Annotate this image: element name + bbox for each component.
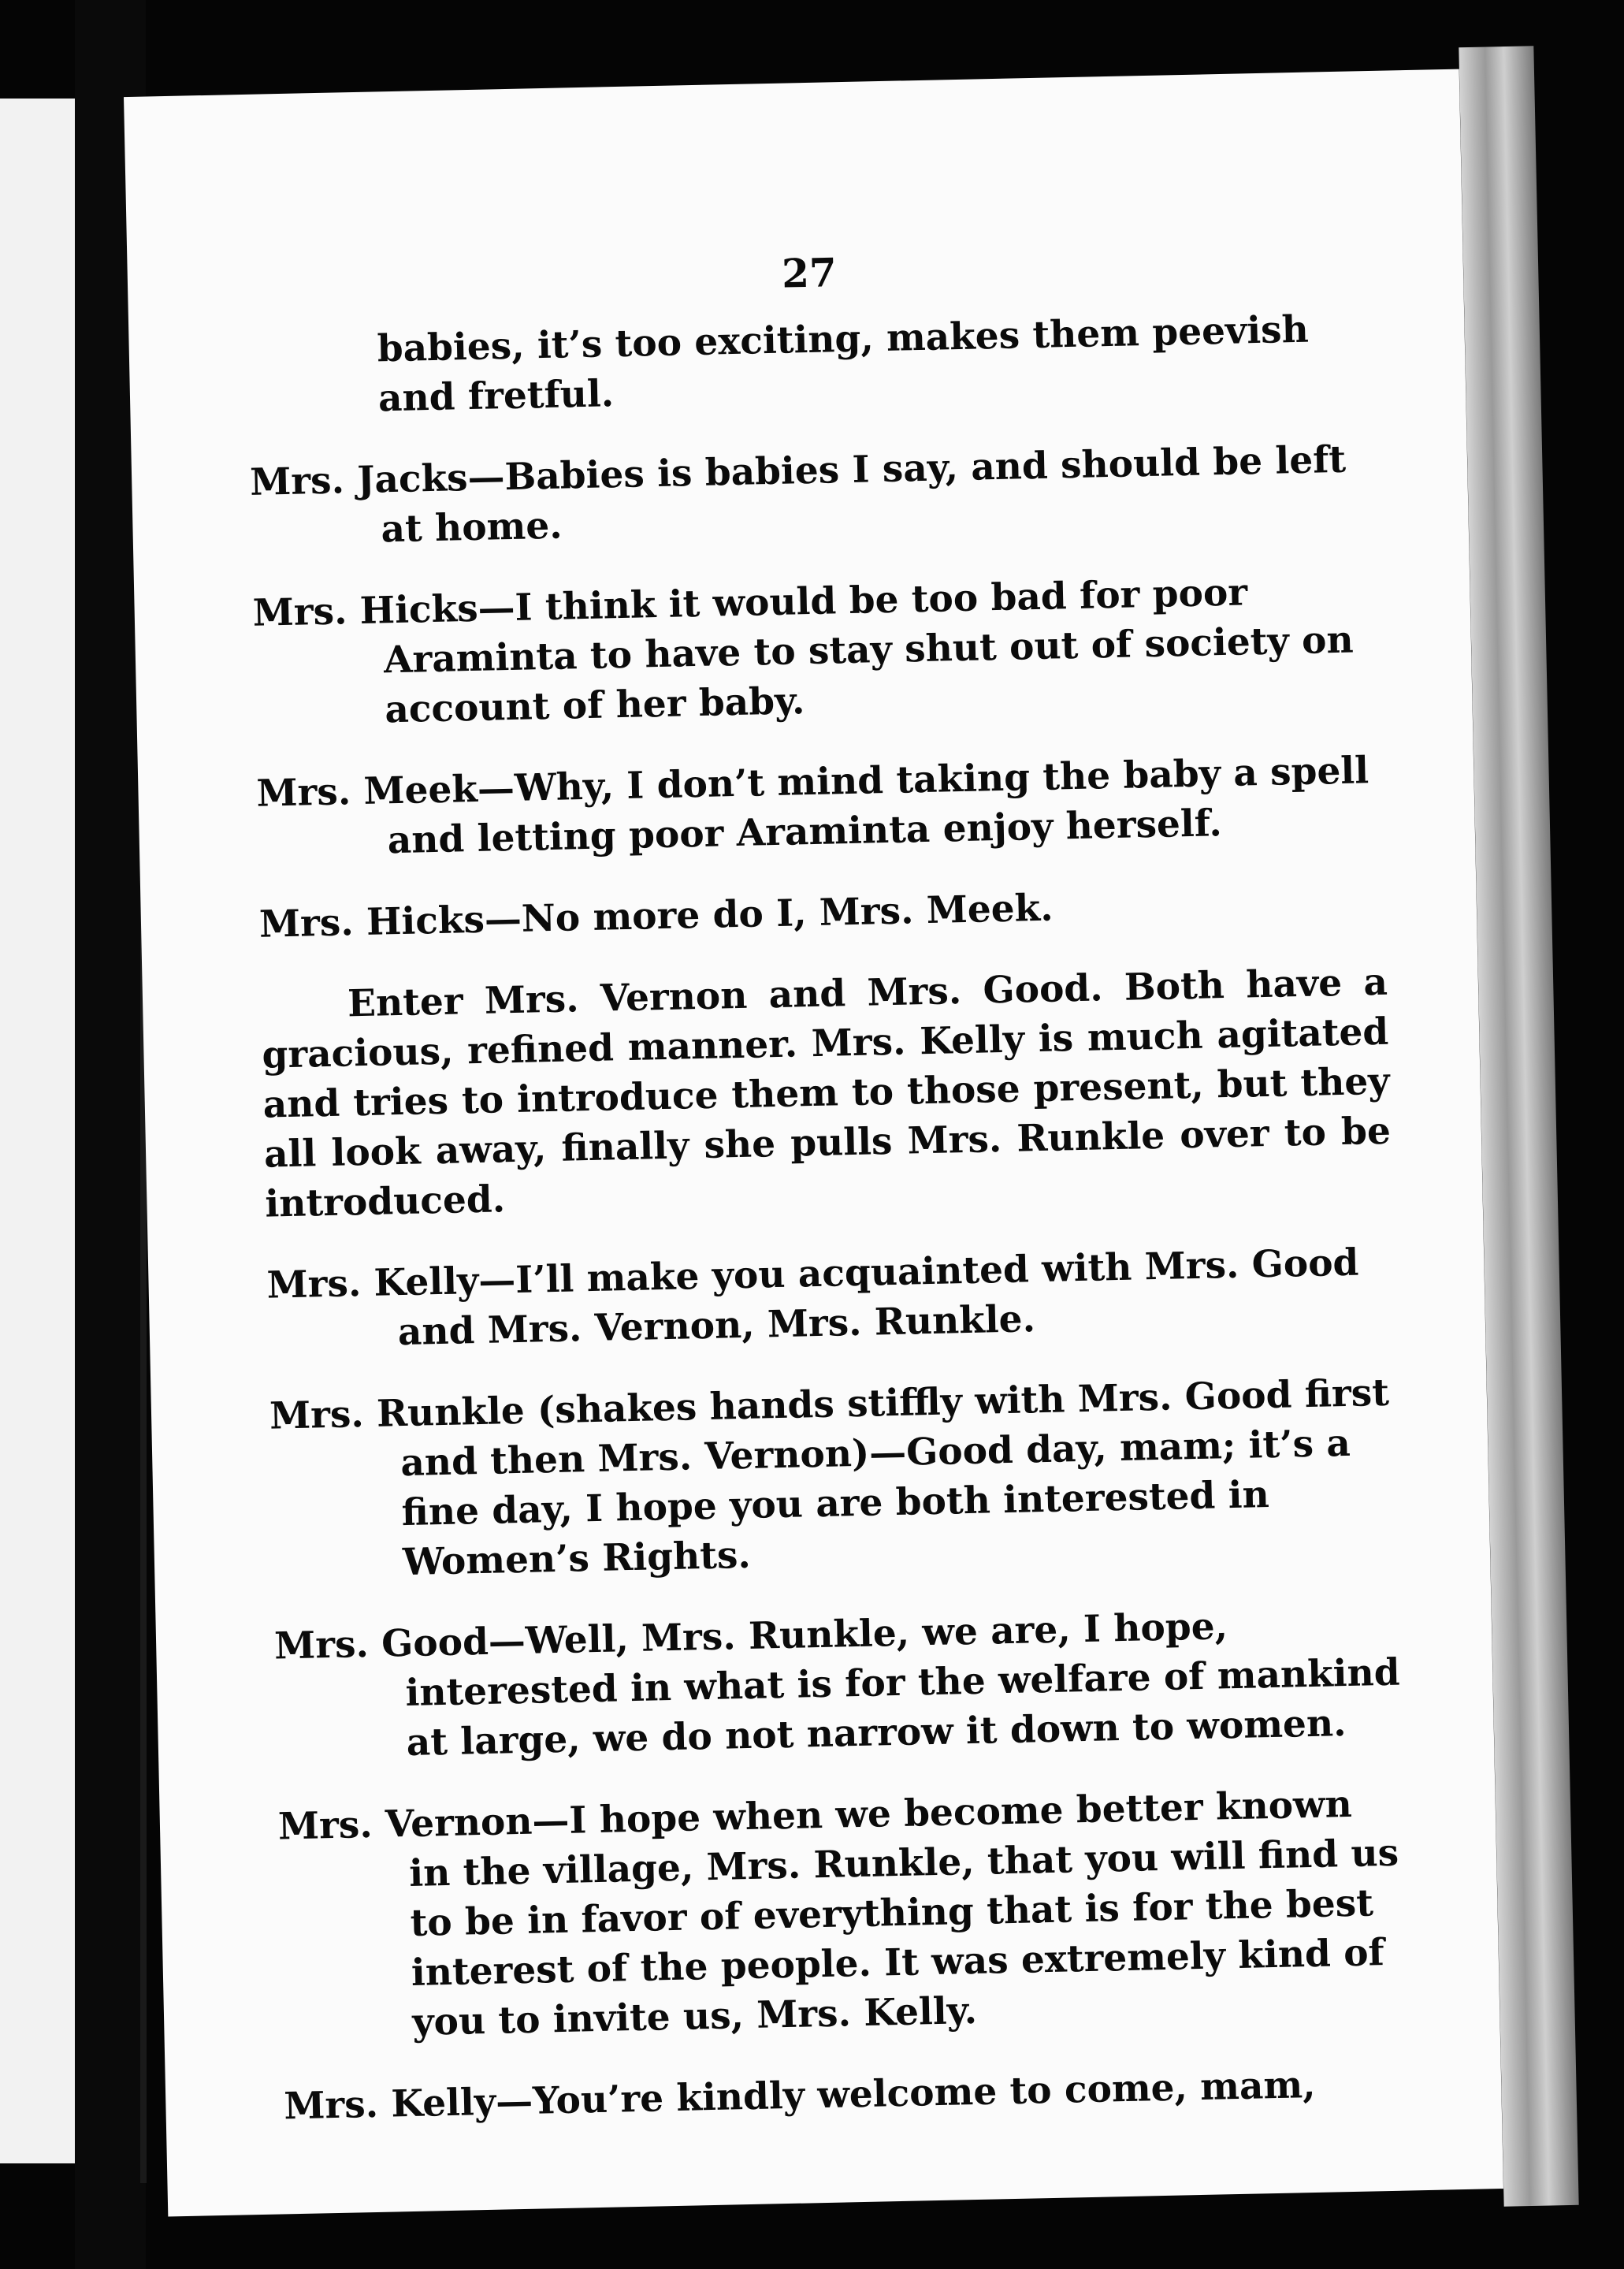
page-number: 27 xyxy=(781,249,838,297)
dialogue-mrs-jacks: Mrs. Jacks—Babies is babies I say, and should be left at home. xyxy=(249,437,1347,552)
dialogue-mrs-meek: Mrs. Meek—Why, I don’t mind taking the baby a spell and letting poor Araminta enjoy herself. xyxy=(255,749,1369,863)
dialogue-mrs-vernon: Mrs. Vernon—I hope when we become better known in the village, Mrs. Runkle, that you will find us to be in favor of everything that is for the best interest of the people. It was extremely kind of you to invite us, Mrs. Kelly. xyxy=(277,1782,1399,2044)
book-page xyxy=(124,69,1503,2217)
dialogue-mrs-kelly: Mrs. Kelly—I’ll make you acquainted with Mrs. Good and Mrs. Vernon, Mrs. Runkle. xyxy=(266,1241,1359,1355)
dialogue-mrs-kelly-welcome: Mrs. Kelly—You’re kindly welcome to come, mam, xyxy=(283,2063,1317,2129)
dialogue-mrs-runkle: Mrs. Runkle (shakes hands stiffly with Mrs. Good first and then Mrs. Vernon)—Good day, mam; it’s a fine day, I hope you are both interested in Women’s Rights. xyxy=(269,1371,1390,1585)
dialogue-mrs-good: Mrs. Good—Well, Mrs. Runkle, we are, I hope, interested in what is for the welfare of mankind at large, we do not narrow it down to women. xyxy=(273,1605,1401,1765)
stage-direction: Enter Mrs. Vernon and Mrs. Good. Both have a gracious, refined manner. Mrs. Kelly is much agitated and tries to introduce them to those present, but they all look away, finally she pulls Mrs. Runkle over to be introduced. xyxy=(261,960,1392,1226)
page-content xyxy=(245,236,1411,2163)
dialogue-mrs-hicks-reply: Mrs. Hicks—No more do I, Mrs. Meek. xyxy=(258,886,1054,947)
dialogue-mrs-hicks: Mrs. Hicks—I think it would be too bad for poor Araminta to have to stay shut out of society on account of her baby. xyxy=(252,571,1355,732)
previous-page-edge xyxy=(0,99,75,2163)
paragraph-continuation: babies, it’s too exciting, makes them peevish and fretful. xyxy=(377,307,1310,421)
